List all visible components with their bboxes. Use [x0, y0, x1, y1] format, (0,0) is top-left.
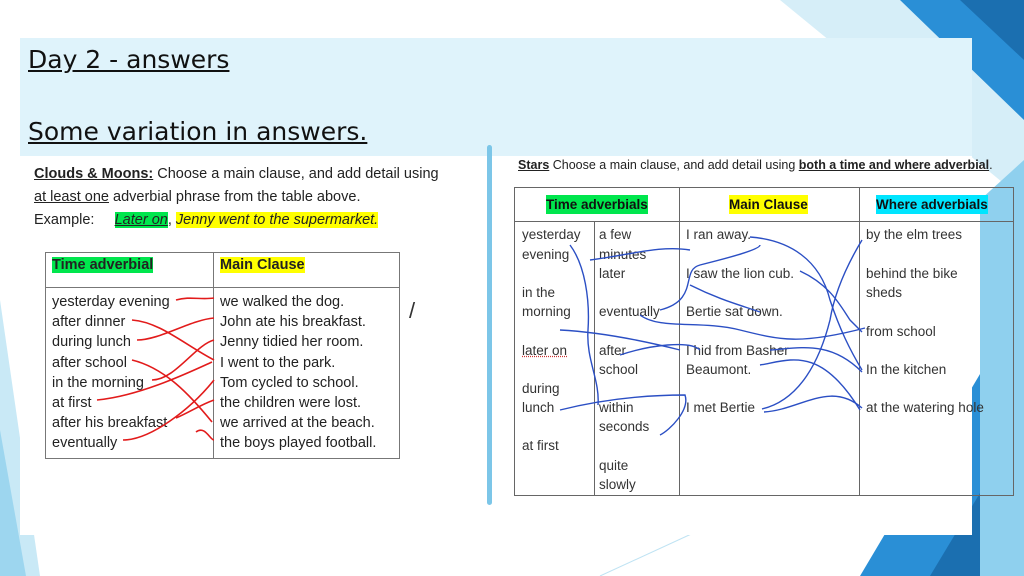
instr-text-2: adverbial phrase from the table above. [108, 189, 361, 205]
list-item: Bertie sat down. [686, 304, 783, 319]
list-item: a few [599, 227, 632, 242]
list-item: in the morning [52, 374, 144, 391]
list-item: after dinner [52, 314, 126, 331]
clouds-moons-label: Clouds & Moons: [34, 166, 154, 182]
list-item: during [522, 381, 560, 396]
list-item: by the elm trees [866, 227, 963, 242]
instr-text: Choose a main clause, and add detail using [549, 158, 799, 172]
header-time-adverbial: Time adverbial [52, 257, 154, 273]
list-item: I ran away. [686, 227, 752, 242]
header-time-adverbials: Time adverbials [546, 197, 648, 212]
list-item: school [599, 362, 639, 377]
list-item: seconds [599, 419, 650, 434]
list-item: Jenny tidied her room. [220, 334, 364, 351]
list-item: I hid from Basher [686, 343, 789, 358]
list-item: after [599, 343, 627, 358]
list-item: in the [522, 285, 556, 300]
list-item: In the kitchen [866, 362, 947, 377]
list-item: the children were lost. [220, 395, 362, 412]
list-item: quite [599, 458, 629, 473]
list-item: morning [522, 304, 571, 319]
list-item: within [599, 400, 634, 415]
list-item: after his breakfast [52, 415, 168, 432]
list-item: sheds [866, 285, 903, 300]
stray-slash-mark: / [409, 298, 416, 323]
list-item: John ate his breakfast. [220, 314, 366, 331]
list-item: behind the bike [866, 266, 958, 281]
list-item: at first [52, 395, 92, 412]
list-item: slowly [599, 477, 636, 492]
list-item: after school [52, 354, 127, 371]
instr-underlined: at least one [34, 189, 109, 205]
list-item: later on [522, 343, 568, 358]
example-clause: Jenny went to the supermarket. [175, 212, 379, 228]
header-main-clause: Main Clause [729, 197, 808, 212]
list-item: the boys played football. [220, 435, 377, 452]
list-item: lunch [522, 400, 555, 415]
list-item: I met Bertie [686, 400, 756, 415]
page-subtitle: Some variation in answers. [28, 117, 368, 146]
list-item: at the watering hole [866, 400, 984, 415]
list-item: minutes [599, 247, 647, 262]
list-item: Tom cycled to school. [220, 374, 359, 391]
instr-end: . [989, 158, 993, 172]
example-adverbial: Later on [114, 212, 168, 228]
list-item: yesterday evening [52, 294, 170, 310]
list-item: evening [522, 247, 570, 262]
list-item: Beaumont. [686, 362, 752, 377]
instr-text: Choose a main clause, and add detail using [153, 166, 439, 182]
example-comma: , [167, 212, 172, 228]
list-item: yesterday [522, 227, 581, 242]
list-item: later [599, 266, 626, 281]
list-item: I went to the park. [220, 354, 336, 371]
list-item: from school [866, 324, 936, 339]
example-label: Example: [34, 212, 95, 228]
list-item: we walked the dog. [220, 294, 345, 310]
header-where-adverbials: Where adverbials [876, 197, 988, 212]
list-item: at first [522, 438, 559, 453]
stars-label: Stars [518, 158, 550, 172]
list-item: eventually [52, 435, 118, 452]
list-item: I saw the lion cub. [686, 266, 795, 281]
list-item: during lunch [52, 334, 131, 351]
header-main-clause: Main Clause [220, 257, 305, 273]
page-title: Day 2 - answers [28, 45, 230, 74]
list-item: eventually [599, 304, 660, 319]
list-item: we arrived at the beach. [220, 415, 375, 432]
instr-bold: both a time and where adverbial [798, 158, 990, 172]
